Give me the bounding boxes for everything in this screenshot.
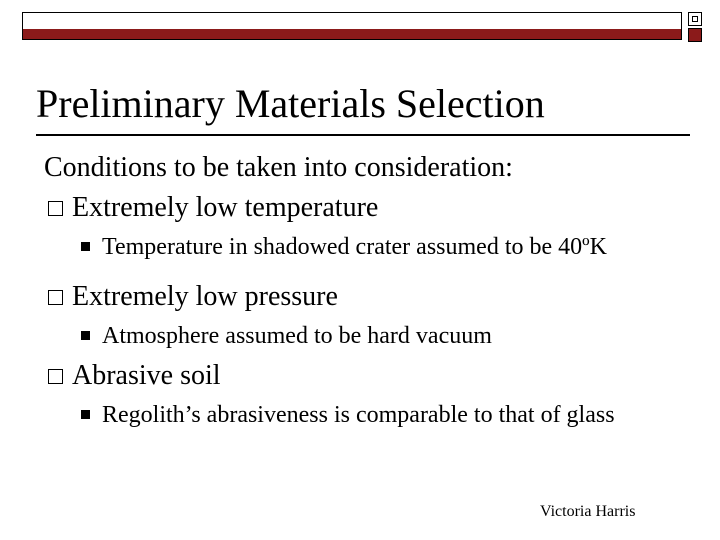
slide-title: Preliminary Materials Selection xyxy=(36,81,545,126)
bullet-text: Extremely low pressure xyxy=(72,281,338,312)
sub-bullet-text: Atmosphere assumed to be hard vacuum xyxy=(102,323,492,349)
bullet-item xyxy=(44,356,684,396)
hollow-square-bullet-icon xyxy=(48,290,63,305)
sub-bullet-item xyxy=(44,232,662,263)
sub-bullet-item xyxy=(44,321,662,352)
sub-bullet-text: Temperature in shadowed crater assumed to be 40ºK xyxy=(102,234,607,260)
top-decoration-stripe xyxy=(23,29,681,39)
bullet-text: Abrasive soil xyxy=(72,360,221,391)
intro-text: Conditions to be taken into consideration: xyxy=(44,152,513,183)
bullet-text: Extremely low temperature xyxy=(72,192,379,223)
slide-body xyxy=(44,148,684,431)
title-underline xyxy=(36,134,690,136)
sub-bullet-text: Regolith’s abrasiveness is comparable to that of glass xyxy=(102,402,615,428)
hollow-square-bullet-icon xyxy=(48,201,63,216)
sub-bullet-item xyxy=(44,400,662,431)
filled-square-bullet-icon xyxy=(81,331,90,340)
bullet-item xyxy=(44,188,684,228)
filled-square-bullet-icon xyxy=(81,410,90,419)
top-decoration-bar xyxy=(22,12,682,40)
bullet-item xyxy=(44,277,684,317)
filled-square-bullet-icon xyxy=(81,242,90,251)
hollow-square-bullet-icon xyxy=(48,369,63,384)
corner-square-icon xyxy=(688,12,702,26)
corner-square-red-icon xyxy=(688,28,702,42)
author-footer: Victoria Harris xyxy=(540,503,636,520)
